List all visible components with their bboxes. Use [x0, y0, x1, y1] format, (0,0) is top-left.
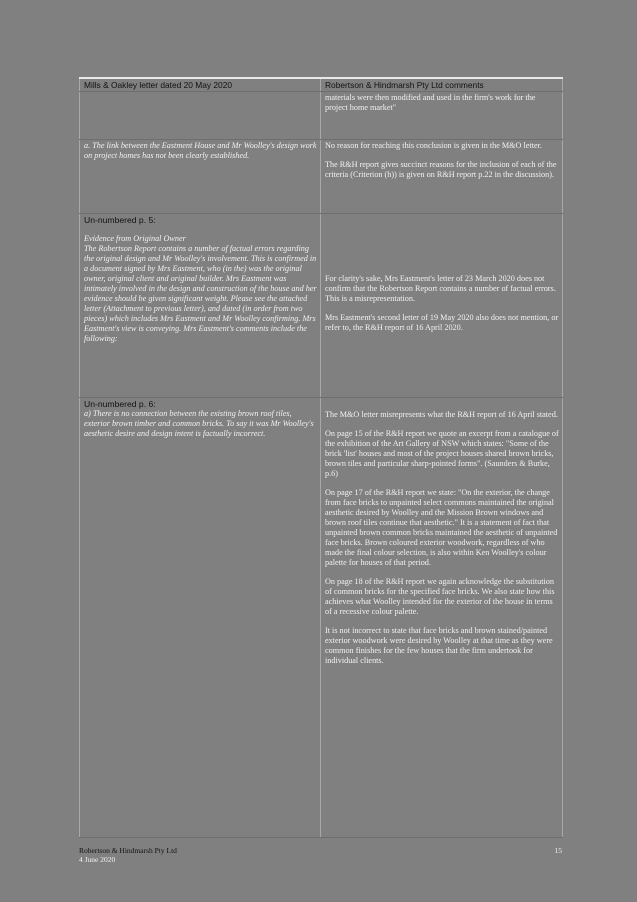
letter-excerpt: The Robertson Report contains a number of factual errors regarding the original design and Mr Woolley's involvement. This is confirmed in a document signed by Mrs Eastment, who (in the) was the original owner, original client and original builder. Mrs Eastment was intimately involved in the design and construction of the house and her evidence should be given significant weight. Please see the attached letter (Attachment to previous letter), and dated (in order from two pieces) which includes Mrs Eastment and Mr Woolley confirming. Mrs Eastment's view is conveying. Mrs Eastment's comments include the following:: [84, 244, 317, 343]
comment-paragraph: The R&H report gives succinct reasons for the inclusion of each of the criteria (Criterion (h)) is given on R&H report p.22 in the discussion).: [325, 160, 557, 179]
section-heading: Un-numbered p. 5:: [84, 215, 156, 225]
page-footer: [79, 846, 562, 864]
row-left-cell: [80, 92, 321, 140]
comment-paragraph: The M&O letter misrepresents what the R&H report of 16 April stated.: [325, 410, 558, 419]
row-right-cell: [321, 92, 563, 140]
row-left-cell: [80, 214, 321, 398]
section-heading: Un-numbered p. 6:: [84, 399, 156, 409]
letter-excerpt: a. The link between the Eastment House and Mr Woolley's design work on project homes has not been clearly established.: [84, 141, 317, 160]
comment-paragraph: Mrs Eastment's second letter of 19 May 2020 also does not mention, or refer to, the R&H report of 16 April 2020.: [325, 313, 559, 332]
row-right-cell: [321, 398, 563, 838]
comment-paragraph: On page 15 of the R&H report we quote an excerpt from a catalogue of the exhibition of the Art Gallery of NSW which states: "Some of the brick 'list' houses and most of the project houses shared brown bricks, brown tiles and particular sharp-pointed forms". (Saunders & Burke, p.6): [325, 429, 559, 478]
comment-paragraph: For clarity's sake, Mrs Eastment's letter of 23 March 2020 does not confirm that the Robertson Report contains a number of factual errors. This is a misrepresentation.: [325, 274, 556, 303]
table-row: [80, 140, 563, 214]
comment-paragraph: materials were then modified and used in the firm's work for the project home market": [325, 93, 536, 112]
header-right: Robertson & Hindmarsh Pty Ltd comments: [321, 78, 563, 92]
footer-left: [79, 846, 562, 864]
row-left-cell: [80, 140, 321, 214]
row-right-cell: [321, 214, 563, 398]
comment-paragraph: No reason for reaching this conclusion is given in the M&O letter.: [325, 141, 542, 150]
row-right-cell: [321, 140, 563, 214]
comment-paragraph: On page 18 of the R&H report we again acknowledge the substitution of common bricks for the specified face bricks. We also state how this achieves what Woolley intended for the exterior of the house in terms of a recessive colour palette.: [325, 577, 555, 616]
header-left: Mills & Oakley letter dated 20 May 2020: [80, 78, 321, 92]
footer-company: Robertson & Hindmarsh Pty Ltd: [79, 846, 177, 855]
table-row: [80, 214, 563, 398]
page-number: 15: [554, 846, 562, 855]
table-row: [80, 92, 563, 140]
comment-paragraph: On page 17 of the R&H report we state: "On the exterior, the change from face bricks to unpainted select commons maintained the original aesthetic desired by Woolley and the Mission Brown windows and brown roof tiles continue that aesthetic." It is a statement of fact that unpainted brown common bricks maintained the aesthetic of unpainted face bricks. Brown coloured exterior woodwork, regardless of who made the final colour selection, is also within Ken Woolley's colour palette for houses of that period.: [325, 488, 558, 567]
table-header-row: [80, 78, 563, 92]
section-subheading: Evidence from Original Owner: [84, 234, 186, 243]
row-left-cell: [80, 398, 321, 838]
letter-excerpt: a) There is no connection between the existing brown roof tiles, exterior brown timber and common bricks. To say it was Mr Woolley's aesthetic desire and design intent is factually incorrect.: [84, 409, 314, 438]
comments-table: [79, 77, 563, 838]
footer-date: 4 June 2020: [79, 855, 116, 864]
comment-paragraph: It is not incorrect to state that face bricks and brown stained/painted exterior woodwork were desired by Woolley at that time as they were common finishes for the few houses that the firm undertook for individual clients.: [325, 626, 553, 665]
table-row: [80, 398, 563, 838]
